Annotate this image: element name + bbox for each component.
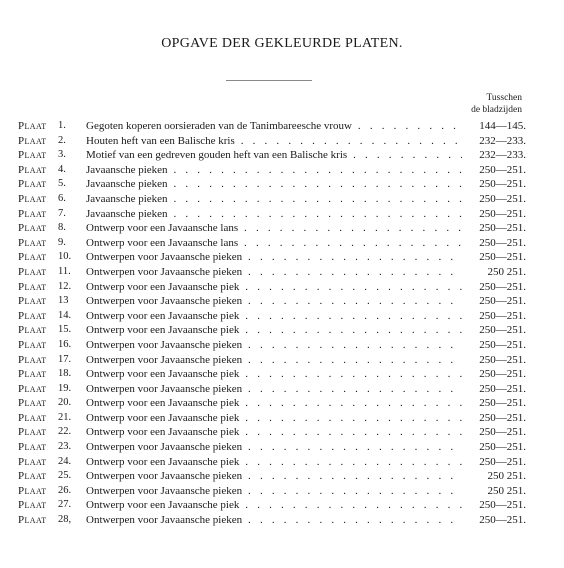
list-item xyxy=(18,338,526,353)
list-item xyxy=(18,207,526,222)
plate-number: 4. xyxy=(58,163,66,175)
plate-number: 12. xyxy=(58,280,72,292)
plate-number: 7. xyxy=(58,207,66,219)
plate-label: Plaat xyxy=(18,207,47,220)
plate-label: Plaat xyxy=(18,222,47,235)
plate-pages: 250—251. xyxy=(464,338,526,353)
list-item xyxy=(18,294,526,309)
plates-list xyxy=(18,119,526,528)
plate-label: Plaat xyxy=(18,236,47,249)
plate-description: Houten heft van een Balische kris . . . xyxy=(86,134,462,149)
plate-number: 27. xyxy=(58,499,72,511)
plate-number: 14. xyxy=(58,309,72,321)
plate-number: 18. xyxy=(58,368,72,380)
plate-label: Plaat xyxy=(18,280,47,293)
plate-pages: 250—251. xyxy=(464,411,526,426)
plate-description: Ontwerp voor een Javaansche piek . . . xyxy=(86,455,462,470)
plate-number: 3. xyxy=(58,149,66,161)
plate-pages: 250—251. xyxy=(464,440,526,455)
plate-pages: 250—251. xyxy=(464,250,526,265)
list-item xyxy=(18,309,526,324)
plate-label: Plaat xyxy=(18,470,47,483)
plate-label: Plaat xyxy=(18,149,47,162)
plate-number: 17. xyxy=(58,353,72,365)
plate-label: Plaat xyxy=(18,397,47,410)
list-item xyxy=(18,265,526,280)
plate-label: Plaat xyxy=(18,192,47,205)
list-item xyxy=(18,396,526,411)
plate-label: Plaat xyxy=(18,134,47,147)
plate-label: Plaat xyxy=(18,441,47,454)
plate-pages: 250 251. xyxy=(464,469,526,484)
plate-description: Javaansche pieken . . . xyxy=(86,163,462,178)
plate-number: 23. xyxy=(58,441,72,453)
list-item xyxy=(18,119,526,134)
plate-description: Motief van een gedreven gouden heft van een Balische kris . . . xyxy=(86,148,462,163)
plate-description: Ontwerp voor een Javaansche piek . . . xyxy=(86,411,462,426)
plate-number: 5. xyxy=(58,178,66,190)
plate-number: 2. xyxy=(58,134,66,146)
plate-pages: 250 251. xyxy=(464,484,526,499)
plate-pages: 250—251. xyxy=(464,498,526,513)
plate-number: 8. xyxy=(58,222,66,234)
plate-pages: 250—251. xyxy=(464,207,526,222)
plate-label: Plaat xyxy=(18,120,47,132)
plate-pages: 250—251. xyxy=(464,353,526,368)
column-header-line2: de bladzijden xyxy=(471,105,522,115)
plate-pages: 250—251. xyxy=(464,455,526,470)
plate-label: Plaat xyxy=(18,382,47,395)
plate-description: Ontwerpen voor Javaansche pieken . . . xyxy=(86,469,462,484)
plate-label: Plaat xyxy=(18,426,47,439)
list-item xyxy=(18,382,526,397)
list-item xyxy=(18,134,526,149)
plate-description: Ontwerp voor een Javaansche piek . . . xyxy=(86,367,462,382)
plate-description: Ontwerpen voor Javaansche pieken . . . xyxy=(86,338,462,353)
plate-label: Plaat xyxy=(18,178,47,191)
column-header-line1: Tusschen xyxy=(486,93,522,103)
plate-pages: 250—251. xyxy=(464,323,526,338)
list-item xyxy=(18,221,526,236)
plate-description: Ontwerpen voor Javaansche pieken . . . xyxy=(86,382,462,397)
list-item xyxy=(18,455,526,470)
plate-number: 16. xyxy=(58,338,72,350)
plate-number: 26. xyxy=(58,484,72,496)
plate-description: Ontwerpen voor Javaansche pieken . . . xyxy=(86,265,462,280)
plate-label: Plaat xyxy=(18,368,47,381)
list-item xyxy=(18,411,526,426)
plate-pages: 250—251. xyxy=(464,382,526,397)
plate-number: 1. xyxy=(58,120,66,131)
plate-number: 15. xyxy=(58,324,72,336)
plate-description: Ontwerpen voor Javaansche pieken . . . xyxy=(86,353,462,368)
plate-pages: 250—251. xyxy=(464,163,526,178)
plate-number: 20. xyxy=(58,397,72,409)
plate-description: Ontwerp voor een Javaansche piek . . . xyxy=(86,396,462,411)
plate-pages: 232—233. xyxy=(464,148,526,163)
page-title: OPGAVE DER GEKLEURDE PLATEN. xyxy=(161,36,403,51)
plate-label: Plaat xyxy=(18,338,47,351)
plate-pages: 250—251. xyxy=(464,513,526,528)
list-item xyxy=(18,513,526,528)
plate-pages: 250—251. xyxy=(464,177,526,192)
plate-label: Plaat xyxy=(18,514,47,527)
list-item xyxy=(18,440,526,455)
list-item xyxy=(18,280,526,295)
plate-label: Plaat xyxy=(18,411,47,424)
plate-description: Gegoten koperen oorsieraden van de Tanimbareesche vrouw . . . xyxy=(86,119,462,134)
plate-label: Plaat xyxy=(18,353,47,366)
plate-label: Plaat xyxy=(18,251,47,264)
plate-label: Plaat xyxy=(18,455,47,468)
plate-description: Ontwerpen voor Javaansche pieken . . . xyxy=(86,513,462,528)
plate-pages: 232—233. xyxy=(464,134,526,149)
plate-number: 6. xyxy=(58,192,66,204)
plate-description: Ontwerp voor een Javaansche piek . . . xyxy=(86,309,462,324)
plate-description: Ontwerpen voor Javaansche pieken . . . xyxy=(86,440,462,455)
plate-number: 22. xyxy=(58,426,72,438)
list-item xyxy=(18,192,526,207)
plate-description: Ontwerp voor een Javaansche piek . . . xyxy=(86,498,462,513)
plate-label: Plaat xyxy=(18,309,47,322)
list-item xyxy=(18,323,526,338)
plate-pages: 250—251. xyxy=(464,396,526,411)
plate-pages: 250—251. xyxy=(464,192,526,207)
plate-description: Javaansche pieken . . . xyxy=(86,207,462,222)
list-item xyxy=(18,163,526,178)
list-item xyxy=(18,498,526,513)
plate-pages: 250—251. xyxy=(464,309,526,324)
plate-label: Plaat xyxy=(18,484,47,497)
plate-pages: 250—251. xyxy=(464,280,526,295)
plate-pages: 250—251. xyxy=(464,221,526,236)
list-item xyxy=(18,177,526,192)
plate-description: Ontwerpen voor Javaansche pieken . . . xyxy=(86,294,462,309)
plate-description: Javaansche pieken . . . xyxy=(86,177,462,192)
plate-number: 13 xyxy=(58,295,69,307)
plate-description: Ontwerp voor een Javaansche lans . . . xyxy=(86,221,462,236)
list-item xyxy=(18,469,526,484)
plate-number: 21. xyxy=(58,411,72,423)
list-item xyxy=(18,425,526,440)
plate-label: Plaat xyxy=(18,324,47,337)
plate-number: 28, xyxy=(58,514,72,526)
plate-pages: 250—251. xyxy=(464,294,526,309)
plate-description: Javaansche pieken . . . xyxy=(86,192,462,207)
plate-number: 19. xyxy=(58,382,72,394)
plate-description: Ontwerp voor een Javaansche piek . . . xyxy=(86,323,462,338)
plate-description: Ontwerp voor een Javaansche piek . . . xyxy=(86,425,462,440)
plate-label: Plaat xyxy=(18,499,47,512)
plate-description: Ontwerpen voor Javaansche pieken . . . xyxy=(86,250,462,265)
plate-number: 24. xyxy=(58,455,72,467)
plate-label: Plaat xyxy=(18,163,47,176)
plate-label: Plaat xyxy=(18,295,47,308)
list-item xyxy=(18,367,526,382)
plate-number: 25. xyxy=(58,470,72,482)
plate-description: Ontwerp voor een Javaansche lans . . . xyxy=(86,236,462,251)
list-item xyxy=(18,250,526,265)
plate-pages: 250—251. xyxy=(464,425,526,440)
plate-description: Ontwerp voor een Javaansche piek . . . xyxy=(86,280,462,295)
list-item xyxy=(18,484,526,499)
plate-pages: 250—251. xyxy=(464,367,526,382)
title-divider xyxy=(226,80,312,81)
list-item xyxy=(18,353,526,368)
plate-number: 9. xyxy=(58,236,66,248)
list-item xyxy=(18,148,526,163)
plate-pages: 144—145. xyxy=(464,119,526,134)
list-item xyxy=(18,236,526,251)
plate-number: 11. xyxy=(58,265,71,277)
plate-pages: 250—251. xyxy=(464,236,526,251)
plate-label: Plaat xyxy=(18,265,47,278)
plate-number: 10. xyxy=(58,251,72,263)
plate-description: Ontwerpen voor Javaansche pieken . . . xyxy=(86,484,462,499)
plate-pages: 250 251. xyxy=(464,265,526,280)
